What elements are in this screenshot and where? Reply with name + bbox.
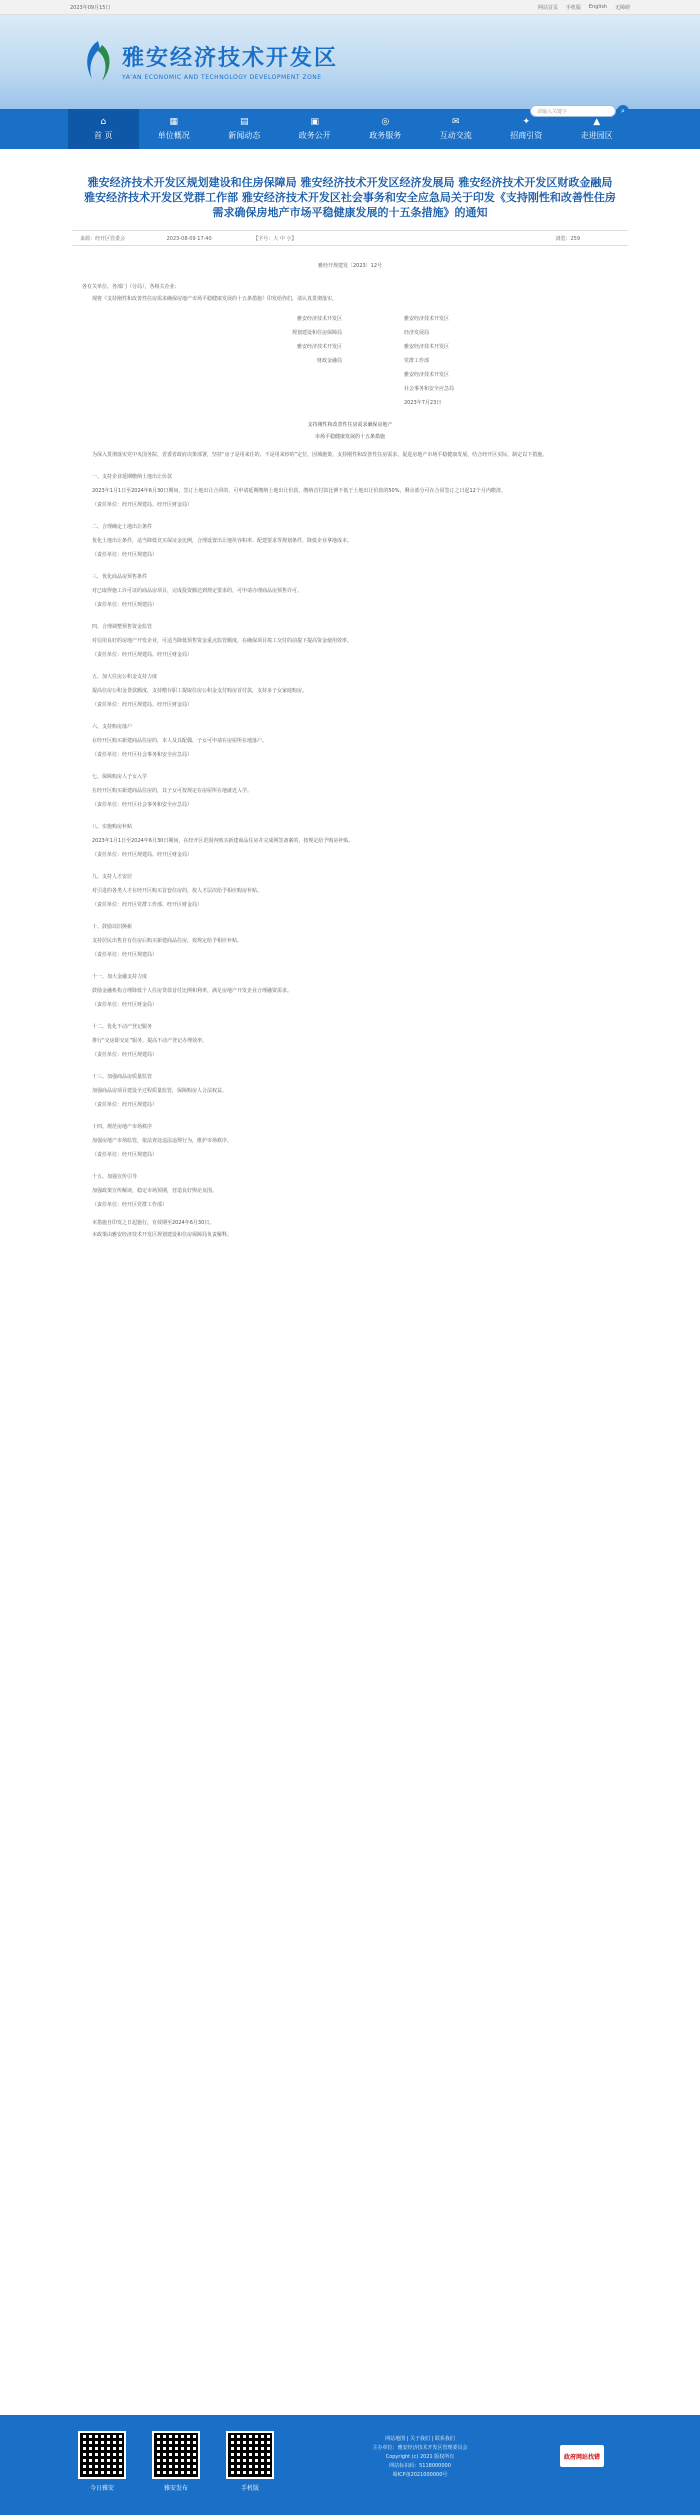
nav-gov-info[interactable] xyxy=(280,109,351,149)
search-input[interactable]: 请输入关键字 xyxy=(530,105,616,117)
article-meta xyxy=(72,230,628,246)
top-link-home[interactable]: 网站首页 xyxy=(537,4,558,11)
article-paragraph: （责任单位：经开区党群工作部） xyxy=(92,1202,168,1208)
article-paragraph: （责任单位：经开区社会事务和安全应急局） xyxy=(92,752,193,758)
agency-cell: 经济发展局 xyxy=(404,330,430,336)
nav-label: 首 页 xyxy=(93,131,113,140)
nav-label: 互动交流 xyxy=(439,131,472,140)
nav-label: 政务公开 xyxy=(298,131,331,140)
document-icon: ▣ xyxy=(310,117,319,127)
footer-line: 蜀ICP备2021000000号 xyxy=(392,2472,448,2478)
logo-icon xyxy=(78,39,118,83)
footer-links[interactable]: 网站地图 | 关于我们 | 联系我们 xyxy=(385,2436,455,2442)
agency-cell: 党群工作部 xyxy=(404,358,430,364)
nav-label: 招商引资 xyxy=(510,131,543,140)
article-paragraph: 在经开区购买新建商品住房的，本人及其配偶、子女可申请在房屋所在地落户。 xyxy=(92,738,268,744)
article-paragraph: 十五、加强宣传引导 xyxy=(92,1174,138,1180)
header-banner xyxy=(0,15,700,115)
qr-label: 今日雅安 xyxy=(89,2485,114,2492)
article-paragraph: （责任单位：经开区规建局） xyxy=(92,1052,158,1058)
article-paragraph: （责任单位：经开区规建局） xyxy=(92,1152,158,1158)
footer-info xyxy=(320,2435,520,2480)
article-paragraph: （责任单位：经开区财金局） xyxy=(92,1002,158,1008)
top-date: 2023年09月15日 xyxy=(70,4,111,11)
article-paragraph: （责任单位：经开区规建局、经开区财金局） xyxy=(92,502,193,508)
top-link-mobile[interactable]: 手机版 xyxy=(565,4,581,11)
article-paragraph: 十二、优化不动产登记服务 xyxy=(92,1024,153,1030)
article-paragraph: 提高住房公积金贷款额度，支持缴存职工提取住房公积金支付购房首付款，支持多子女家庭购房。 xyxy=(92,688,308,694)
site-title-en: YA'AN ECONOMIC AND TECHNOLOGY DEVELOPMENT ZONE xyxy=(122,74,322,81)
footer-line: 主办单位：雅安经济技术开发区管理委员会 xyxy=(372,2445,468,2451)
article-paragraph: 十三、加强商品房质量监管 xyxy=(92,1074,153,1080)
article-paragraph: 七、保障购房人子女入学 xyxy=(92,774,148,780)
nav-label: 新闻动态 xyxy=(228,131,261,140)
chat-icon: ✉ xyxy=(451,117,460,127)
issue-date: 2023年7月23日 xyxy=(404,400,442,406)
nav-label: 单位概况 xyxy=(157,131,190,140)
nav-label: 政务服务 xyxy=(369,131,402,140)
search-icon: ⌕ xyxy=(621,106,625,115)
article-container xyxy=(72,175,628,1239)
top-bar xyxy=(0,0,700,15)
agency-cell: 社会事务和安全应急局 xyxy=(404,386,455,392)
footer-line: 网站标识码：5118000000 xyxy=(389,2463,451,2469)
article-body xyxy=(72,283,628,1239)
article-time: 2023-08-09 17:40 xyxy=(166,235,212,242)
article-paragraph: 加强政策宣传解读，稳定市场预期，营造良好舆论氛围。 xyxy=(92,1188,218,1194)
article-paragraph: 推行“交房即交证”服务，提高不动产登记办理效率。 xyxy=(92,1038,208,1044)
home-icon: ⌂ xyxy=(100,117,107,127)
article-paragraph: （责任单位：经开区规建局、经开区财金局） xyxy=(92,652,193,658)
article-paragraph: 加强房地产市场监管，依法查处违法违规行为，维护市场秩序。 xyxy=(92,1138,233,1144)
top-links xyxy=(538,4,630,11)
nav-home[interactable] xyxy=(68,109,139,149)
issuing-agencies xyxy=(82,311,618,411)
service-icon: ◎ xyxy=(381,117,390,127)
article-paragraph: 一、支持企业延期缴纳土地出让价款 xyxy=(92,474,173,480)
article-paragraph: 二、合理确定土地出让条件 xyxy=(92,524,153,530)
article-paragraph: 十一、加大金融支持力度 xyxy=(92,974,148,980)
measures-list xyxy=(82,451,618,1239)
article-paragraph: 八、实施购房补贴 xyxy=(92,824,133,830)
article-paragraph: 对引进的各类人才在经开区购买首套住房的，按人才层次给予相应购房补贴。 xyxy=(92,888,263,894)
park-icon: ▲ xyxy=(593,117,601,127)
agency-cell: 雅安经济技术开发区 xyxy=(404,344,450,350)
article-paragraph: （责任单位：经开区规建局） xyxy=(92,952,158,958)
article-paragraph: 鼓励金融机构合理降低个人住房贷款首付比例和利率，满足房地产开发企业合理融资需求。 xyxy=(92,988,293,994)
nav-label: 走进园区 xyxy=(580,131,613,140)
handshake-icon: ✦ xyxy=(522,117,531,127)
article-paragraph: 本政策由雅安经济技术开发区规划建设和住房保障局负责解释。 xyxy=(92,1232,233,1238)
agency-cell: 雅安经济技术开发区 xyxy=(296,344,342,350)
article-views: 浏览：259 xyxy=(555,235,580,242)
article-paragraph: 在经开区购买新建商品住房的，其子女可按规定在房屋所在地就近入学。 xyxy=(92,788,253,794)
article-paragraph: 2023年1月1日至2024年6月30日期间，签订土地出让合同的，可申请延期缴纳土地出让价款，缴纳首付款比例不低于土地出让价款的50%，剩余部分可在合同签订之日起12个月内缴清。 xyxy=(92,488,506,494)
article-paragraph: 本措施自印发之日起施行，有效期至2024年6月30日。 xyxy=(92,1220,215,1226)
footer-line: Copyright (c) 2021 版权所有 xyxy=(385,2454,455,2460)
font-size-switch[interactable]: 【字号：大 中 小】 xyxy=(253,235,297,242)
article-source: 来源：经开区管委会 xyxy=(80,235,126,242)
article-paragraph: （责任单位：经开区党群工作部、经开区财金局） xyxy=(92,902,203,908)
nav-interaction[interactable] xyxy=(421,109,492,149)
article-paragraph: 十、鼓励以旧换新 xyxy=(92,924,133,930)
article-paragraph: 支持居民出售自有住房后购买新建商品住房，按规定给予相应补贴。 xyxy=(92,938,243,944)
qr-label: 手机版 xyxy=(240,2485,259,2492)
qr-label: 雅安发布 xyxy=(163,2485,188,2492)
article-title: 雅安经济技术开发区规划建设和住房保障局 雅安经济技术开发区经济发展局 雅安经济技术开发区财政金融局 雅安经济技术开发区党群工作部 雅安经济技术开发区社会事务和安全应急局关于印发《支持刚性和改善性住房需求确保房地产市场平稳健康发展的十五条措施》的通知 xyxy=(84,176,616,219)
agency-cell: 财政金融局 xyxy=(316,358,342,364)
news-icon: ▤ xyxy=(239,117,249,127)
article-paragraph: 加强商品房项目建设全过程质量监管，保障购房人合法权益。 xyxy=(92,1088,228,1094)
article-paragraph: （责任单位：经开区规建局） xyxy=(92,1102,158,1108)
nav-services[interactable] xyxy=(350,109,421,149)
greeting: 各有关单位、各部门（分局），各相关企业： xyxy=(82,284,180,290)
article-paragraph: （责任单位：经开区规建局） xyxy=(92,552,158,558)
intro-paragraph: 现将《支持刚性和改善性住房需求确保房地产市场平稳健康发展的十五条措施》印发给你们，请认真贯彻落实。 xyxy=(92,296,338,302)
agency-cell: 雅安经济技术开发区 xyxy=(404,372,450,378)
article-paragraph: 四、合理调整预售资金监管 xyxy=(92,624,153,630)
article-paragraph: 十四、规范房地产市场秩序 xyxy=(92,1124,153,1130)
nav-overview[interactable] xyxy=(139,109,210,149)
qr-code-image xyxy=(226,2431,274,2479)
article-paragraph: 为深入贯彻落实党中央国务院、省委省政府决策部署，坚持“房子是用来住的、不是用来炒的”定位，因城施策，支持刚性和改善性住房需求，促进房地产市场平稳健康发展，结合经开区实际，制定以下措施。 xyxy=(92,452,548,458)
measures-subtitle: 市场平稳健康发展的十五条措施 xyxy=(314,434,385,440)
search-button[interactable] xyxy=(617,105,629,117)
qr-code-image xyxy=(152,2431,200,2479)
article-paragraph: （责任单位：经开区规建局） xyxy=(92,602,158,608)
qr-code-image xyxy=(78,2431,126,2479)
article-paragraph: 五、加大住房公积金支持力度 xyxy=(92,674,158,680)
article-paragraph: 2023年1月1日至2024年6月30日期间，在经开区范围内购买新建商品住房并完成网签备案的，按规定给予购房补贴。 xyxy=(92,838,354,844)
error-report-badge[interactable]: 政府网站找错 xyxy=(560,2445,604,2467)
nav-news[interactable] xyxy=(209,109,280,149)
site-title: 雅安经济技术开发区 xyxy=(122,46,339,71)
top-link-accessibility[interactable]: 无障碍 xyxy=(614,4,630,11)
top-link-english[interactable]: English xyxy=(588,3,607,10)
article-paragraph: 九、支持人才安居 xyxy=(92,874,133,880)
article-paragraph: 对已取得施工许可证的商品房项目，完成投资额达到规定要求的，可申请办理商品房预售许可。 xyxy=(92,588,303,594)
agency-cell: 规划建设和住房保障局 xyxy=(291,330,342,336)
agency-cell: 雅安经济技术开发区 xyxy=(296,316,342,322)
article-paragraph: （责任单位：经开区社会事务和安全应急局） xyxy=(92,802,193,808)
article-paragraph: 优化土地出让条件，适当降低竞买保证金比例，合理设置出让地块容积率、配建要求等规划条件，降低企业拿地成本。 xyxy=(92,538,353,544)
article-paragraph: （责任单位：经开区规建局、经开区财金局） xyxy=(92,702,193,708)
doc-number: 雅经开规建发〔2023〕12号 xyxy=(317,263,383,269)
article-paragraph: （责任单位：经开区规建局、经开区财金局） xyxy=(92,852,193,858)
article-paragraph: 六、支持购房落户 xyxy=(92,724,133,730)
site-footer xyxy=(0,2415,700,2515)
article-paragraph: 三、优化商品房预售条件 xyxy=(92,574,148,580)
article-paragraph: 对信用良好的房地产开发企业，可适当降低预售资金重点监管额度，在确保项目竣工交付的前提下提高资金使用效率。 xyxy=(92,638,353,644)
building-icon: ▦ xyxy=(169,117,178,127)
agency-cell: 雅安经济技术开发区 xyxy=(404,316,450,322)
measures-title: 支持刚性和改善性住房需求确保房地产 xyxy=(307,422,393,428)
